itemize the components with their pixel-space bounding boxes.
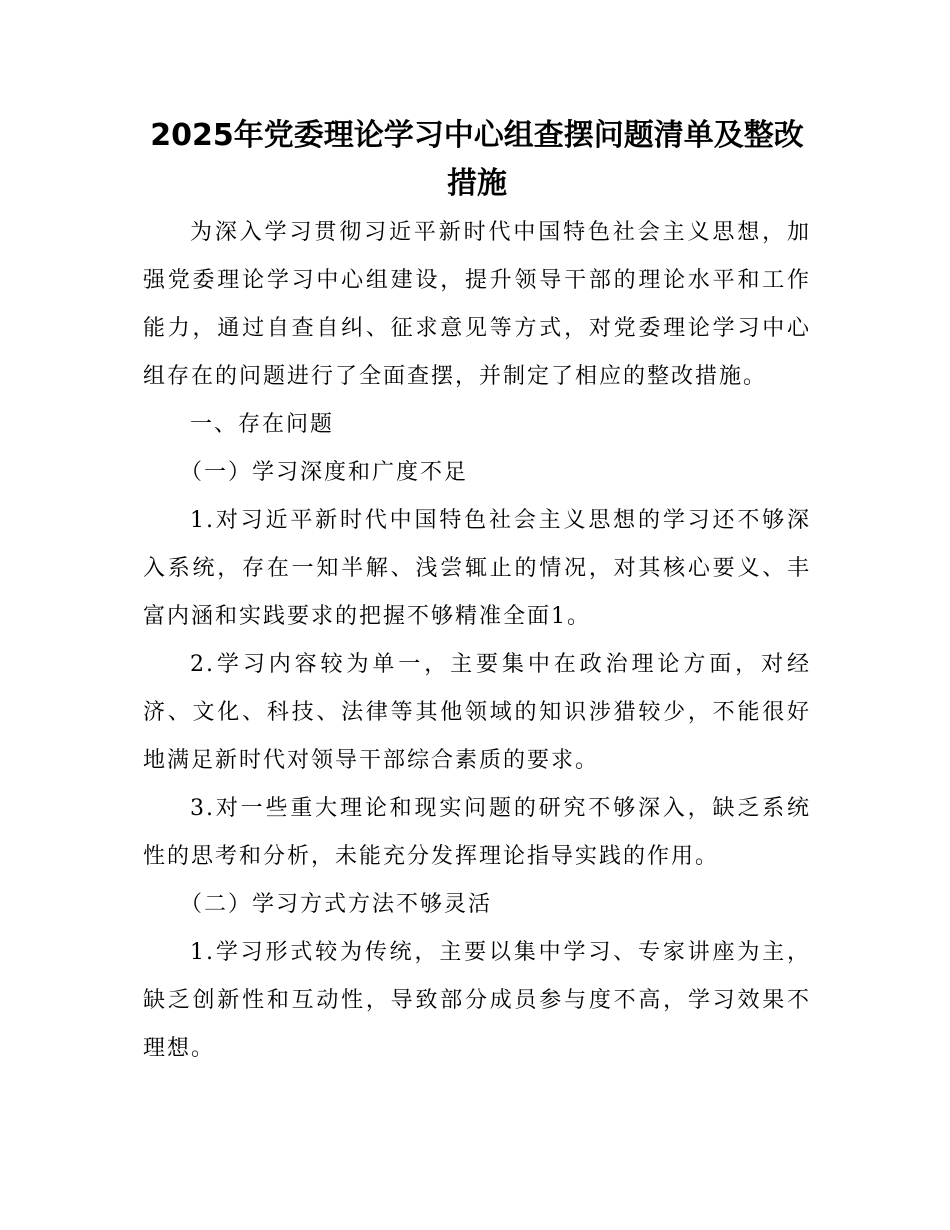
problem-item-2-1: 1.学习形式较为传统，主要以集中学习、专家讲座为主，缺乏创新性和互动性，导致部分成员参与度不高，学习效果不理想。 xyxy=(143,940,811,1061)
problem-item-1-3: 3.对一些重大理论和现实问题的研究不够深入，缺乏系统性的思考和分析，未能充分发挥理论指导实践的作用。 xyxy=(143,796,811,869)
document-title: 2025年党委理论学习中心组查摆问题清单及整改措施 xyxy=(150,118,804,201)
problem-item-1-1: 1.对习近平新时代中国特色社会主义思想的学习还不够深入系统，存在一知半解、浅尝辄止的情况，对其核心要义、丰富内涵和实践要求的把握不够精准全面1。 xyxy=(143,508,811,629)
section-heading-problems: 一、存在问题 xyxy=(190,412,335,437)
problem-item-1-2: 2.学习内容较为单一，主要集中在政治理论方面，对经济、文化、科技、法律等其他领域的知识涉猎较少，不能很好地满足新时代对领导干部综合素质的要求。 xyxy=(143,652,811,773)
intro-paragraph: 为深入学习贯彻习近平新时代中国特色社会主义思想，加强党委理论学习中心组建设，提升领导干部的理论水平和工作能力，通过自查自纠、征求意见等方式，对党委理论学习中心组存在的问题进行了全面查摆，并制定了相应的整改措施。 xyxy=(143,220,811,389)
subsection-heading-depth: （一）学习深度和广度不足 xyxy=(180,460,469,485)
document-body xyxy=(143,112,811,1073)
subsection-heading-methods: （二）学习方式方法不够灵活 xyxy=(180,892,493,917)
